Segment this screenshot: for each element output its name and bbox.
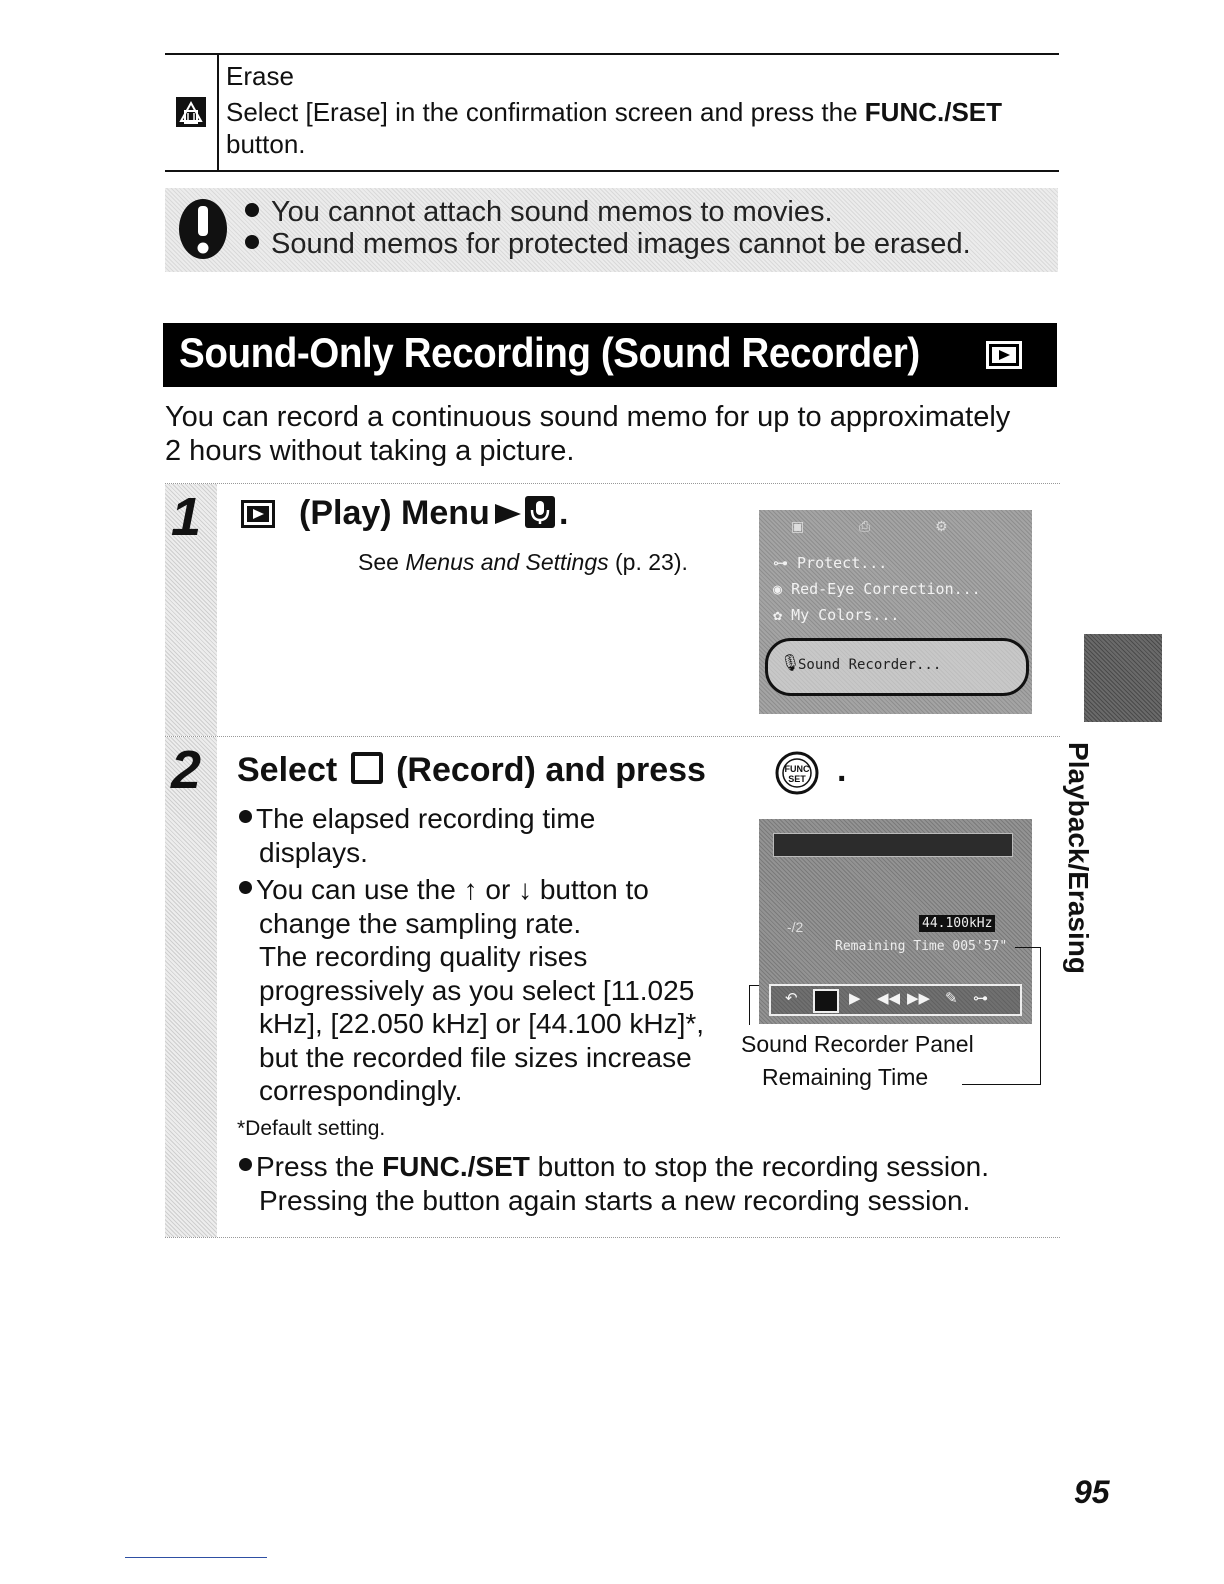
- step-2-period: .: [837, 751, 847, 789]
- chapter-tab-label: Playback/Erasing: [1063, 742, 1094, 974]
- down-arrow-icon: ↓: [518, 874, 533, 905]
- mic-icon: 🎙: [780, 655, 801, 672]
- record-icon: [351, 752, 383, 784]
- footer-rule: [125, 1557, 267, 1558]
- leader-line: [749, 985, 759, 986]
- intro-text: You can record a continuous sound memo for up to approximately 2 hours without taking a picture.: [165, 401, 1011, 467]
- colors-icon: ✿: [773, 606, 792, 624]
- sound-recorder-icon: [525, 496, 555, 528]
- menu-item-selected: [765, 638, 1029, 696]
- menu-item: ◉ Red-Eye Correction...: [773, 580, 981, 598]
- func-set-button-icon: [775, 747, 819, 799]
- page-title: Sound-Only Recording (Sound Recorder): [179, 329, 920, 376]
- sampling-rate: 44.100kHz: [919, 915, 995, 932]
- play-mode-icon: [986, 341, 1022, 369]
- table-divider: [217, 55, 219, 170]
- settings-tab-icon: ⚙: [935, 518, 948, 534]
- bullet-item: Press the FUNC./SET button to stop the recording session. Pressing the button again starts a new recording session.: [239, 1150, 1059, 1217]
- menu-screenshot: [759, 510, 1032, 714]
- recording-count: -/2: [787, 919, 804, 935]
- caution-box: [165, 188, 1058, 272]
- leader-line: [1040, 947, 1041, 1084]
- caution-item: Sound memos for protected images cannot be erased.: [245, 228, 971, 261]
- step-2: [165, 736, 1060, 1238]
- recorder-screenshot: [759, 819, 1032, 1024]
- key-icon: ⊶: [773, 554, 798, 572]
- section-heading: [163, 323, 1057, 387]
- erase-icon: ✎: [945, 990, 958, 1007]
- rewind-icon: ◀◀: [877, 990, 901, 1007]
- step-1: [165, 483, 1060, 736]
- protect-icon: ⊶: [973, 990, 988, 1007]
- caution-item: You cannot attach sound memos to movies.: [245, 196, 833, 229]
- menu-item: ✿ My Colors...: [773, 606, 900, 624]
- sound-recorder-panel: [769, 984, 1022, 1016]
- elapsed-time-bar: [773, 833, 1013, 857]
- leader-line: [749, 985, 750, 1025]
- bullet-item: You can use the ↑ or ↓ button to change the sampling rate. The recording quality rises progressively as you select [11.025 kHz], [22.050 kHz] or [44.100 kHz]*, but the recorded file sizes increase correspondingly.: [239, 873, 759, 1108]
- step-2-title: Select (Record) and press: [237, 751, 706, 789]
- step-1-title: (Play) Menu: [299, 494, 490, 532]
- callout-panel-label: Sound Recorder Panel: [741, 1031, 974, 1057]
- step-stripe: [165, 737, 217, 1237]
- step-1-reference: See Menus and Settings (p. 23).: [358, 549, 688, 575]
- default-note: *Default setting.: [237, 1117, 386, 1140]
- play-icon: ▶: [849, 990, 861, 1007]
- erase-description: Select [Erase] in the confirmation screen and press the FUNC./SET button.: [226, 97, 1003, 159]
- play-mode-icon: [241, 500, 275, 528]
- caution-icon: [175, 196, 231, 262]
- leader-line: [1015, 947, 1040, 948]
- step-1-period: .: [559, 494, 569, 532]
- arrow-right-icon: [493, 502, 523, 526]
- up-arrow-icon: ↑: [463, 874, 478, 905]
- record-icon: [813, 989, 839, 1013]
- remaining-time-readout: Remaining Time 005'57": [835, 939, 1008, 954]
- chapter-tab: [1084, 634, 1162, 722]
- fast-forward-icon: ▶▶: [907, 990, 931, 1007]
- erase-table: [165, 53, 1059, 172]
- menu-selected-label: Sound Recorder...: [798, 657, 942, 673]
- exit-icon: ↶: [785, 990, 798, 1007]
- svg-text:SET: SET: [788, 774, 806, 784]
- print-tab-icon: ⎙: [859, 518, 871, 534]
- callout-remaining-label: Remaining Time: [762, 1064, 929, 1090]
- erase-icon: [176, 97, 206, 127]
- step-number: 2: [171, 740, 202, 800]
- step-number: 1: [171, 487, 202, 547]
- page-number: 95: [1074, 1474, 1110, 1510]
- bullet-item: The elapsed recording time displays.: [239, 802, 759, 869]
- menu-item: ⊶ Protect...: [773, 554, 888, 572]
- erase-title: Erase: [226, 61, 294, 91]
- play-tab-icon: ▣: [791, 518, 805, 534]
- red-eye-icon: ◉: [773, 580, 792, 598]
- svg-text:FUNC: FUNC: [784, 764, 810, 774]
- leader-line: [962, 1084, 1041, 1085]
